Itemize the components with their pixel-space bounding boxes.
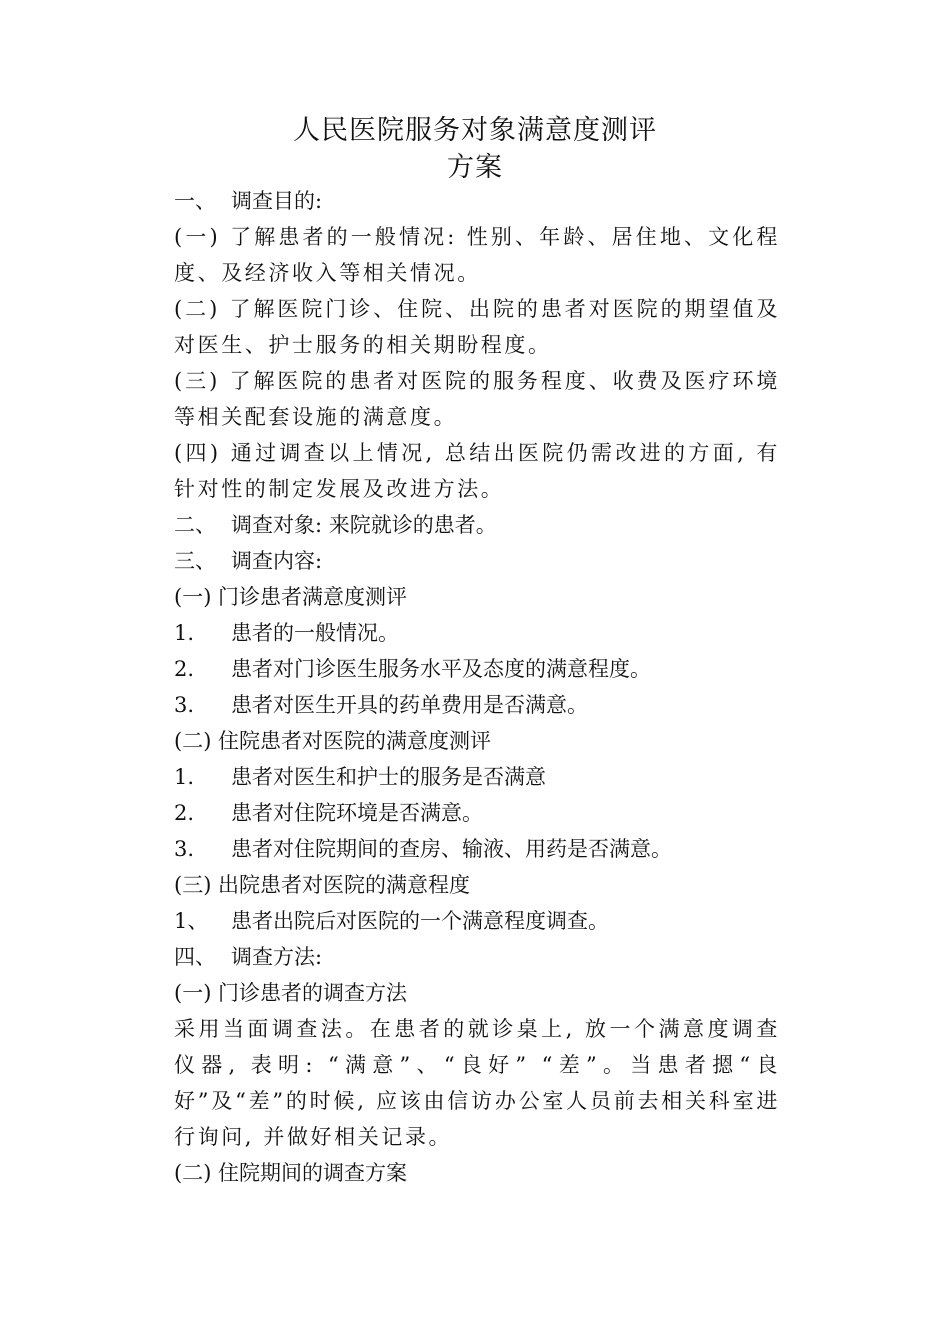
paragraph: (三) 了解医院的患者对医院的服务程度、收费及医疗环境等相关配套设施的满意度。 <box>174 369 780 429</box>
document-title <box>0 112 950 186</box>
list-text: 患者出院后对医院的一个满意程度调查。 <box>231 909 609 933</box>
paragraph: (四) 通过调查以上情况, 总结出医院仍需改进的方面, 有针对性的制定发展及改进方法。 <box>174 441 780 501</box>
list-item <box>174 831 780 867</box>
subsection-heading: (一) 门诊患者的调查方法 <box>174 981 408 1005</box>
list-text: 患者对医生和护士的服务是否满意 <box>231 765 546 789</box>
list-item <box>174 903 780 939</box>
subsection-heading: (三) 出院患者对医院的满意程度 <box>174 873 471 897</box>
section-heading-text: 调查目的: <box>231 189 323 213</box>
subsection-heading: (一) 门诊患者满意度测评 <box>174 585 408 609</box>
list-text: 患者对住院环境是否满意。 <box>231 801 483 825</box>
list-number: 1、 <box>174 909 209 933</box>
section-marker: 一、 <box>174 189 216 213</box>
section-heading-1 <box>174 183 780 219</box>
section-heading-2 <box>174 507 780 543</box>
list-text: 患者的一般情况。 <box>231 621 399 645</box>
paragraph: (二) 了解医院门诊、住院、出院的患者对医院的期望值及对医生、护士服务的相关期盼程度。 <box>174 297 780 357</box>
section-heading-text: 调查内容: <box>231 549 323 573</box>
list-item <box>174 687 780 723</box>
section-marker: 二、 <box>174 513 216 537</box>
list-item <box>174 615 780 651</box>
list-text: 患者对住院期间的查房、输液、用药是否满意。 <box>231 837 672 861</box>
section-marker: 四、 <box>174 945 216 969</box>
section-heading-3 <box>174 543 780 579</box>
list-item <box>174 651 780 687</box>
list-number: 1. <box>174 621 195 645</box>
subsection-heading: (二) 住院患者对医院的满意度测评 <box>174 729 492 753</box>
paragraph: (一) 了解患者的一般情况: 性别、年龄、居住地、文化程度、及经济收入等相关情况。 <box>174 225 780 285</box>
section-heading-text: 调查方法: <box>231 945 323 969</box>
title-line-1: 人民医院服务对象满意度测评 <box>293 115 657 146</box>
section-heading-4 <box>174 939 780 975</box>
section-heading-text: 调查对象: 来院就诊的患者。 <box>231 513 497 537</box>
subsection-heading: (二) 住院期间的调查方案 <box>174 1161 408 1185</box>
title-line-2: 方案 <box>447 152 503 183</box>
list-text: 患者对门诊医生服务水平及态度的满意程度。 <box>231 657 651 681</box>
list-number: 1. <box>174 765 195 789</box>
section-marker: 三、 <box>174 549 216 573</box>
list-text: 患者对医生开具的药单费用是否满意。 <box>231 693 588 717</box>
list-item <box>174 759 780 795</box>
paragraph: 采用当面调查法。在患者的就诊桌上, 放一个满意度调查仪器, 表明: “满意”、“良好” “差”。当患者摁“良好”及“差”的时候, 应该由信访办公室人员前去相关科室进行询问, 并做好相关记录。 <box>174 1017 780 1149</box>
list-number: 2. <box>174 657 195 681</box>
list-number: 3. <box>174 837 195 861</box>
list-number: 3. <box>174 693 195 717</box>
document-body <box>174 183 780 1191</box>
list-item <box>174 795 780 831</box>
list-number: 2. <box>174 801 195 825</box>
